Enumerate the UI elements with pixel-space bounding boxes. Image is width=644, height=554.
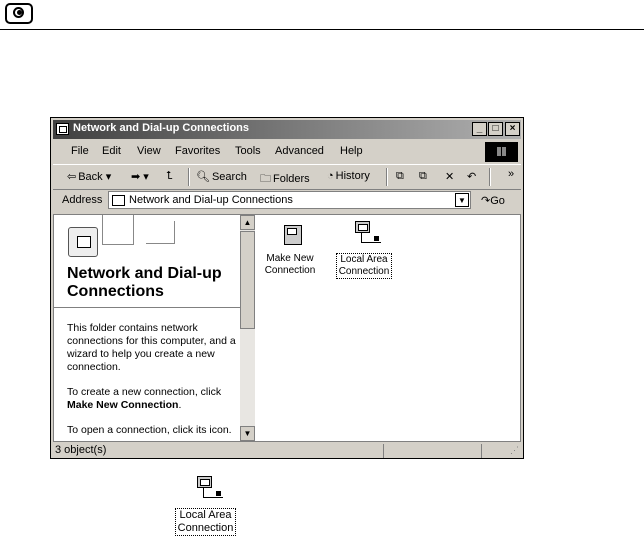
search-icon: 🔍︎ <box>196 171 210 183</box>
content-area <box>53 214 521 442</box>
forward-arrow-icon: ➡ <box>131 171 141 183</box>
toolbar-separator <box>386 168 388 186</box>
scroll-up-button[interactable]: ▲ <box>240 215 255 230</box>
address-dropdown-button[interactable]: ▼ <box>455 193 469 207</box>
make-new-connection-link[interactable]: Make New Connection <box>67 399 179 411</box>
scroll-down-button[interactable]: ▼ <box>240 426 255 441</box>
item-label: Connection <box>264 265 316 276</box>
create-hint <box>67 386 240 412</box>
menu-tools[interactable]: Tools <box>235 145 261 157</box>
toolbar <box>53 164 521 190</box>
folder-icon <box>56 123 69 135</box>
menu-bar <box>53 141 521 161</box>
up-folder-button[interactable] <box>166 170 173 183</box>
window-title: Network and Dial-up Connections <box>73 122 250 134</box>
undo-icon: ↶ <box>467 171 477 183</box>
history-button[interactable] <box>327 170 370 182</box>
toolbar-separator <box>489 168 491 186</box>
item-label: Connection <box>177 522 234 534</box>
decorative-frame <box>102 215 134 245</box>
decorative-frame <box>146 221 175 244</box>
toolbar-separator <box>188 168 190 186</box>
copy-to-button[interactable] <box>419 170 427 183</box>
address-bar <box>53 190 521 212</box>
pane-title: Network and Dial-up Connections <box>67 265 222 300</box>
folders-icon: 🗀 <box>260 173 271 185</box>
divider <box>0 29 644 30</box>
move-to-button[interactable] <box>396 170 404 183</box>
status-text: 3 object(s) <box>55 444 107 456</box>
up-folder-icon: ⮤ <box>166 170 173 182</box>
history-icon: ◔ <box>327 170 334 182</box>
address-input[interactable] <box>108 191 471 209</box>
local-area-connection-item[interactable] <box>327 219 401 279</box>
item-label: Local Area <box>340 254 388 265</box>
move-to-icon: ⧉ <box>396 170 404 182</box>
make-new-connection-item[interactable] <box>253 219 327 277</box>
folders-label: Folders <box>273 173 310 185</box>
menu-help[interactable]: Help <box>340 145 363 157</box>
network-connections-icon <box>68 227 98 257</box>
go-label: Go <box>490 195 505 207</box>
status-divider <box>481 444 482 458</box>
maximize-button[interactable]: □ <box>488 122 503 136</box>
menu-edit[interactable]: Edit <box>102 145 121 157</box>
pane-description <box>67 322 240 441</box>
item-label: Connection <box>338 266 390 277</box>
menu-advanced[interactable]: Advanced <box>275 145 324 157</box>
network-folder-icon <box>112 195 125 206</box>
item-label: Make New <box>266 253 314 264</box>
search-button[interactable] <box>196 170 247 183</box>
explorer-window <box>50 117 524 459</box>
resize-grip-icon[interactable]: ⋰ <box>510 445 519 455</box>
go-button[interactable] <box>481 194 505 207</box>
description-text: This folder contains network connections for this computer, and a wizard to help you create a new connection. <box>67 322 236 373</box>
undo-button[interactable] <box>467 170 476 183</box>
history-label: History <box>335 170 370 182</box>
item-label-box <box>175 508 237 536</box>
make-new-connection-icon <box>275 219 305 249</box>
menu-file[interactable]: File <box>71 145 89 157</box>
step-marker-icon <box>5 3 33 24</box>
local-area-connection-zoomed <box>168 474 243 554</box>
copy-to-icon: ⧉ <box>419 170 427 182</box>
local-area-connection-icon <box>191 474 221 504</box>
divider <box>54 307 240 308</box>
back-button[interactable]: ⇦ Back ▾ <box>67 171 112 183</box>
item-label-box <box>336 253 393 279</box>
close-button[interactable]: × <box>505 122 520 136</box>
item-label: Local Area <box>179 509 232 521</box>
web-view-pane <box>54 215 240 441</box>
windows-logo-icon <box>485 142 518 162</box>
minimize-button[interactable]: _ <box>472 122 487 136</box>
toolbar-overflow-button[interactable]: » <box>508 168 515 180</box>
folders-button[interactable] <box>260 170 310 189</box>
status-divider <box>383 444 384 458</box>
create-hint-end: . <box>178 399 182 411</box>
title-bar[interactable] <box>53 120 521 139</box>
menu-view[interactable]: View <box>137 145 161 157</box>
back-arrow-icon: ⇦ <box>67 171 77 183</box>
menu-favorites[interactable]: Favorites <box>175 145 221 157</box>
go-arrow-icon: ↷ <box>481 195 491 207</box>
create-hint-text: To create a new connection, click <box>67 386 222 398</box>
local-area-connection-icon <box>349 219 379 249</box>
address-value: Network and Dial-up Connections <box>129 194 293 206</box>
delete-icon: ✕ <box>445 171 455 183</box>
back-label: Back <box>78 171 103 183</box>
delete-button[interactable] <box>445 170 454 183</box>
address-label: Address <box>62 194 103 206</box>
search-label: Search <box>211 171 247 183</box>
status-bar <box>53 444 521 458</box>
forward-button[interactable]: ➡ ▾ <box>131 171 149 183</box>
open-hint: To open a connection, click its icon. <box>67 424 232 436</box>
